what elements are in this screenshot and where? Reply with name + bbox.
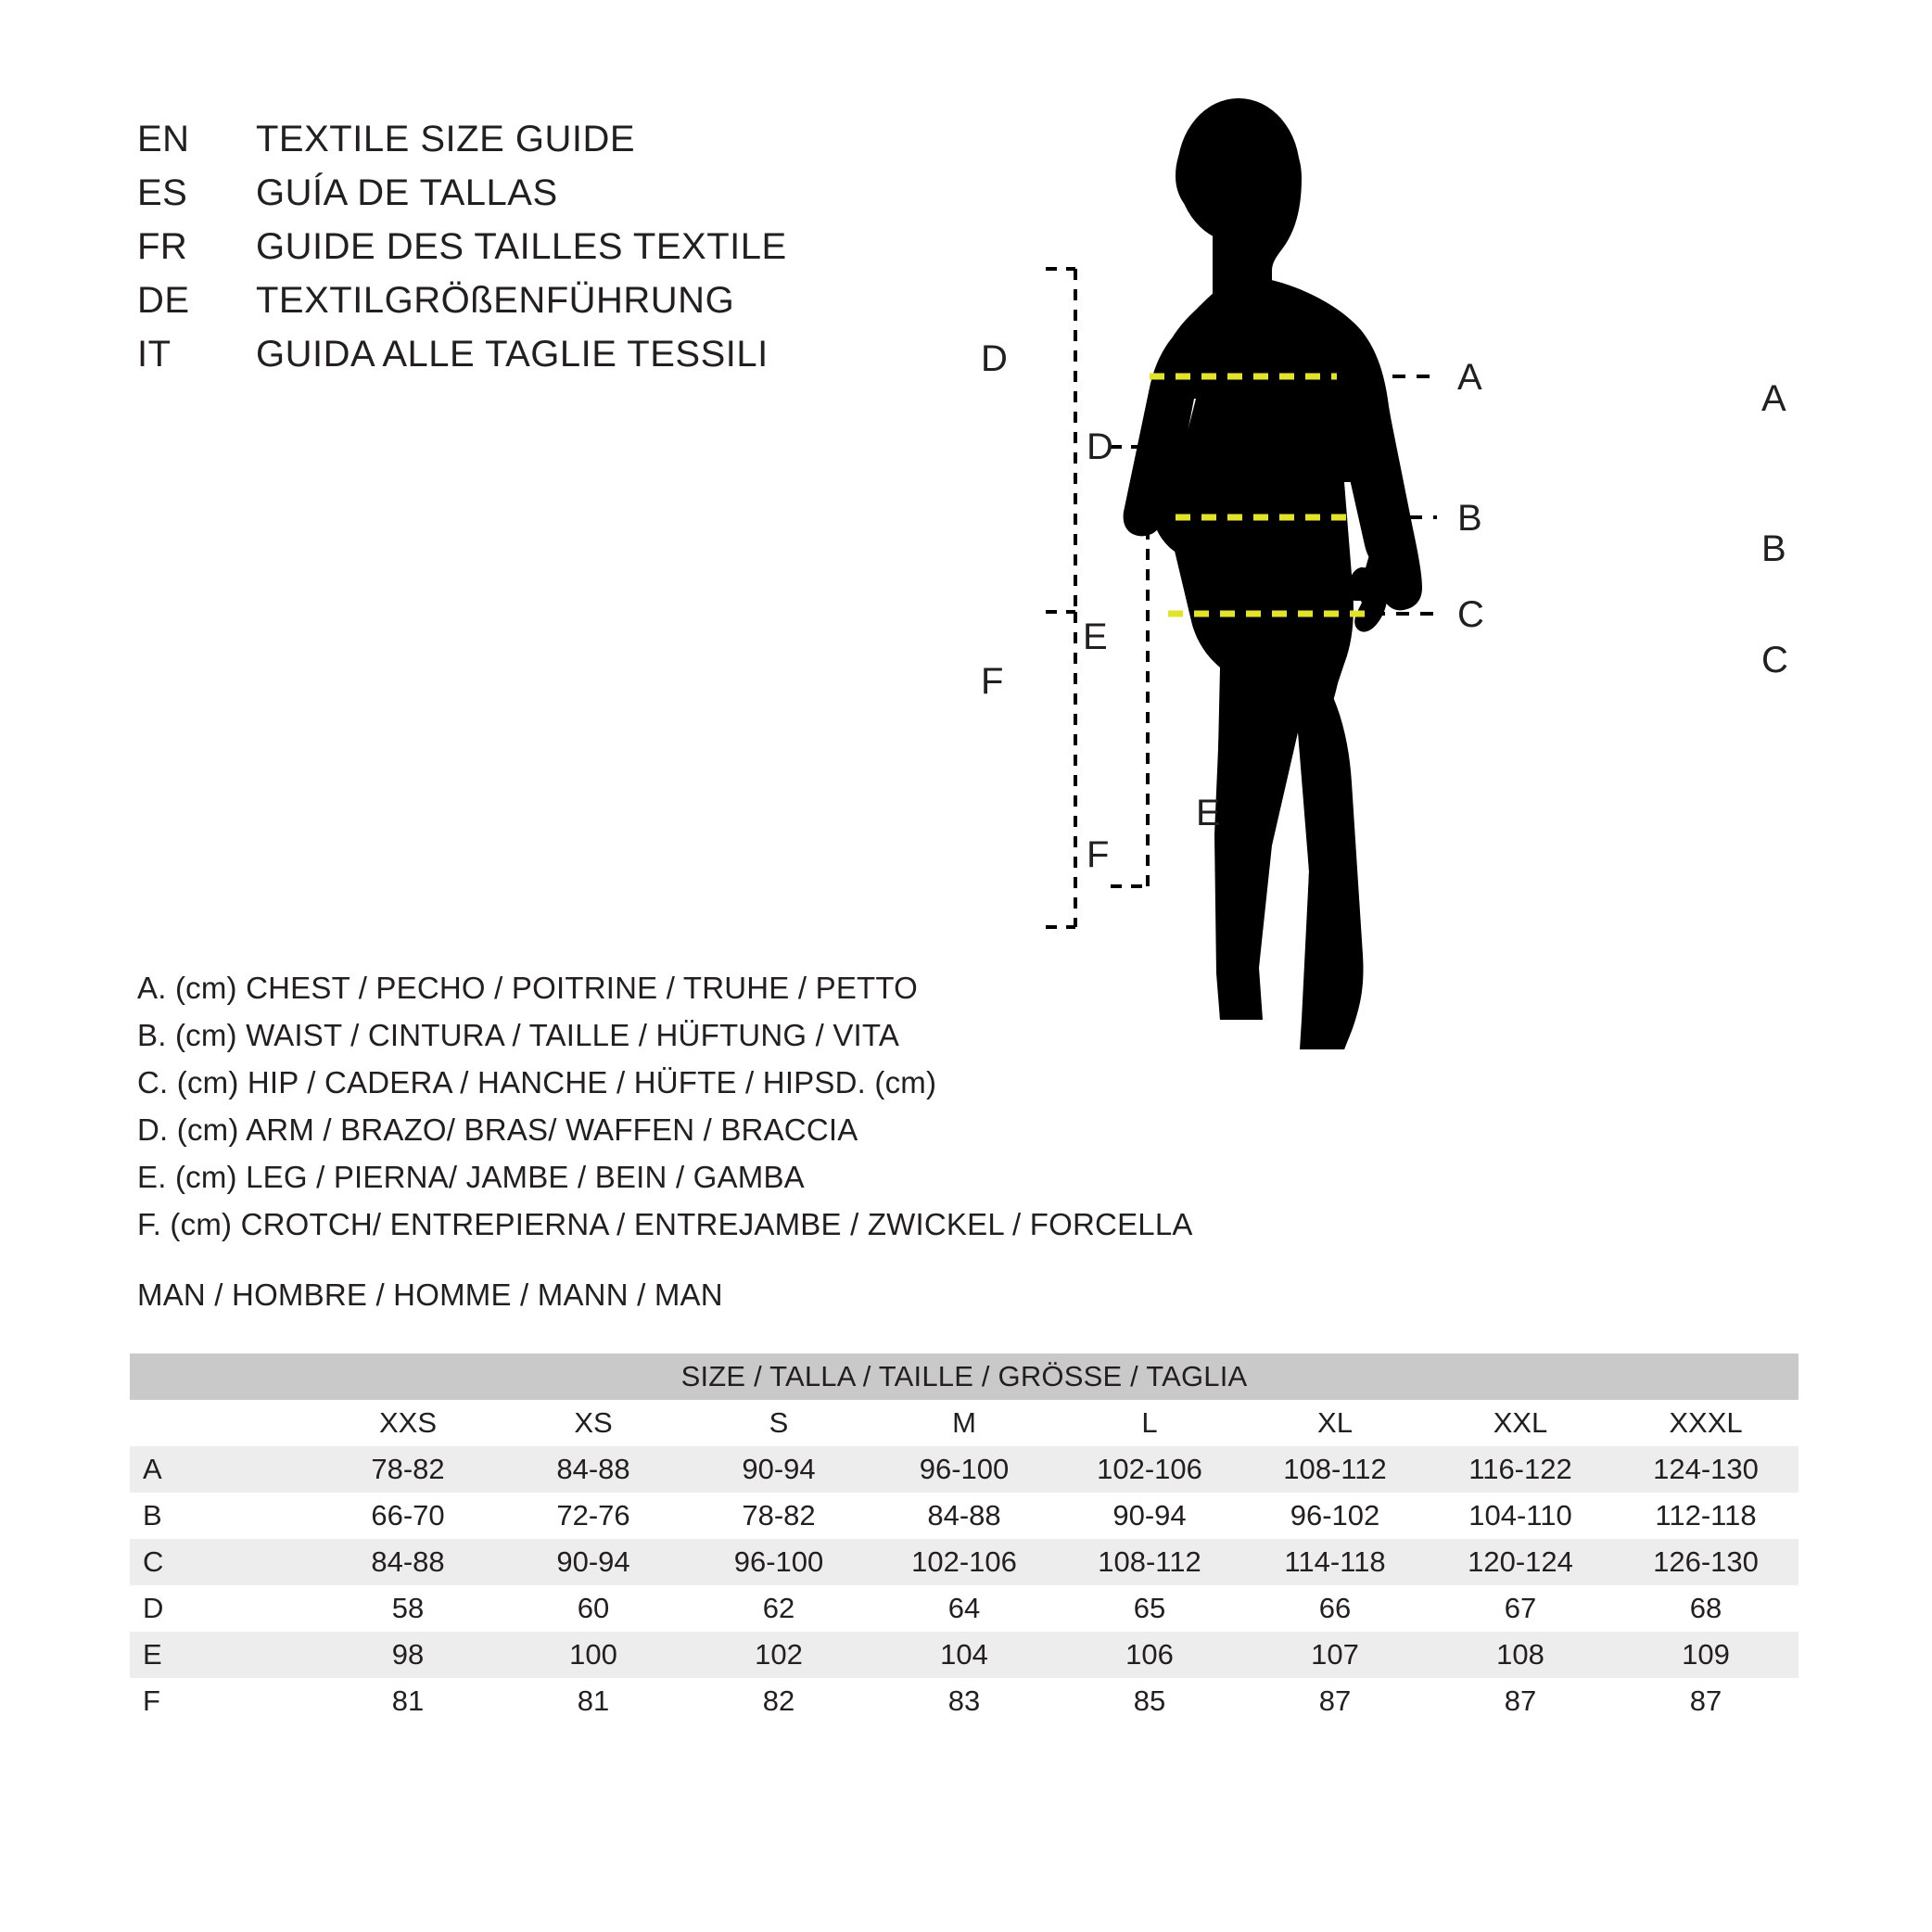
cell-c-xxxl: 126-130 xyxy=(1613,1539,1799,1585)
cell-e-xxl: 108 xyxy=(1428,1632,1613,1678)
callout-b: B xyxy=(1761,528,1786,569)
cell-a-xxl: 116-122 xyxy=(1428,1446,1613,1493)
title-text-de: TEXTILGRÖßENFÜHRUNG xyxy=(256,280,735,321)
table-header-row xyxy=(130,1400,1799,1446)
svg-text:E: E xyxy=(1083,616,1108,657)
cell-b-xl: 96-102 xyxy=(1242,1493,1428,1539)
cell-d-s: 62 xyxy=(686,1585,871,1632)
table-row xyxy=(130,1585,1799,1632)
cell-d-xxxl: 68 xyxy=(1613,1585,1799,1632)
cell-f-xs: 81 xyxy=(501,1678,686,1724)
row-label-f: F xyxy=(130,1678,315,1724)
cell-a-xxxl: 124-130 xyxy=(1613,1446,1799,1493)
cell-a-s: 90-94 xyxy=(686,1446,871,1493)
cell-e-l: 106 xyxy=(1057,1632,1242,1678)
cell-b-m: 84-88 xyxy=(871,1493,1057,1539)
cell-d-xl: 66 xyxy=(1242,1585,1428,1632)
dimension-f xyxy=(981,612,1075,927)
row-label-e: E xyxy=(130,1632,315,1678)
cell-e-m: 104 xyxy=(871,1632,1057,1678)
title-lang-fr: FR xyxy=(137,226,188,267)
cell-e-xxxl: 109 xyxy=(1613,1632,1799,1678)
cell-b-l: 90-94 xyxy=(1057,1493,1242,1539)
cell-d-m: 64 xyxy=(871,1585,1057,1632)
callout-label-c: C xyxy=(1457,594,1484,635)
header-corner xyxy=(130,1400,315,1446)
svg-text:D: D xyxy=(981,338,1008,379)
dimension-d xyxy=(981,269,1075,612)
cell-b-xxs: 66-70 xyxy=(315,1493,501,1539)
cell-e-xs: 100 xyxy=(501,1632,686,1678)
cell-f-xxl: 87 xyxy=(1428,1678,1613,1724)
table-row xyxy=(130,1539,1799,1585)
legend-row-a: A. (cm) CHEST / PECHO / POITRINE / TRUHE / PETTO xyxy=(137,971,919,1005)
cell-b-xxxl: 112-118 xyxy=(1613,1493,1799,1539)
cell-a-xxs: 78-82 xyxy=(315,1446,501,1493)
cell-f-m: 83 xyxy=(871,1678,1057,1724)
svg-text:F: F xyxy=(981,661,1004,702)
title-lang-en: EN xyxy=(137,119,190,159)
cell-e-xxs: 98 xyxy=(315,1632,501,1678)
header-size-l: L xyxy=(1057,1400,1242,1446)
title-lang-es: ES xyxy=(137,172,188,213)
row-label-c: C xyxy=(130,1539,315,1585)
row-label-b: B xyxy=(130,1493,315,1539)
row-label-a: A xyxy=(130,1446,315,1493)
size-table-wrapper xyxy=(130,1354,1799,1724)
male-silhouette-icon xyxy=(1124,98,1422,1049)
cell-d-xs: 60 xyxy=(501,1585,686,1632)
cell-c-xxl: 120-124 xyxy=(1428,1539,1613,1585)
legend-row-f: F. (cm) CROTCH/ ENTREPIERNA / ENTREJAMBE / ZWICKEL / FORCELLA xyxy=(137,1207,1193,1241)
title-lang-de: DE xyxy=(137,280,190,321)
title-row-fr xyxy=(137,226,972,280)
header-size-xxl: XXL xyxy=(1428,1400,1613,1446)
size-band-label: SIZE / TALLA / TAILLE / GRÖSSE / TAGLIA xyxy=(130,1354,1799,1400)
row-label-d: D xyxy=(130,1585,315,1632)
table-row xyxy=(130,1678,1799,1724)
cell-d-xxs: 58 xyxy=(315,1585,501,1632)
legend-row-c: C. (cm) HIP / CADERA / HANCHE / HÜFTE / HIPSD. (cm) xyxy=(137,1065,937,1099)
header-size-xxxl: XXXL xyxy=(1613,1400,1799,1446)
table-row xyxy=(130,1446,1799,1493)
cell-a-l: 102-106 xyxy=(1057,1446,1242,1493)
title-lang-it: IT xyxy=(137,334,172,375)
cell-a-m: 96-100 xyxy=(871,1446,1057,1493)
cell-f-xl: 87 xyxy=(1242,1678,1428,1724)
title-text-en: TEXTILE SIZE GUIDE xyxy=(256,119,636,159)
callout-c: C xyxy=(1761,640,1788,680)
legend-row-b: B. (cm) WAIST / CINTURA / TAILLE / HÜFTUNG / VITA xyxy=(137,1018,900,1052)
dimension-label-e: E xyxy=(1196,793,1221,833)
cell-b-xxl: 104-110 xyxy=(1428,1493,1613,1539)
cell-b-s: 78-82 xyxy=(686,1493,871,1539)
title-row-en xyxy=(137,119,972,172)
cell-a-xl: 108-112 xyxy=(1242,1446,1428,1493)
title-text-it: GUIDA ALLE TAGLIE TESSILI xyxy=(256,334,769,375)
cell-f-xxs: 81 xyxy=(315,1678,501,1724)
callout-label-b: B xyxy=(1457,498,1482,539)
gender-label: MAN / HOMBRE / HOMME / MANN / MAN xyxy=(137,1277,723,1312)
title-block xyxy=(137,119,972,388)
legend-block xyxy=(137,964,1193,1248)
cell-c-xxs: 84-88 xyxy=(315,1539,501,1585)
dimension-label-f: F xyxy=(1087,834,1110,875)
header-size-xxs: XXS xyxy=(315,1400,501,1446)
cell-b-xs: 72-76 xyxy=(501,1493,686,1539)
table-row xyxy=(130,1493,1799,1539)
table-band-row xyxy=(130,1354,1799,1400)
header-size-m: M xyxy=(871,1400,1057,1446)
table-row xyxy=(130,1632,1799,1678)
cell-f-s: 82 xyxy=(686,1678,871,1724)
cell-e-xl: 107 xyxy=(1242,1632,1428,1678)
callout-a: A xyxy=(1761,378,1786,419)
cell-e-s: 102 xyxy=(686,1632,871,1678)
cell-f-xxxl: 87 xyxy=(1613,1678,1799,1724)
size-table xyxy=(130,1354,1799,1724)
dimension-label-d: D xyxy=(1087,426,1113,467)
header-size-s: S xyxy=(686,1400,871,1446)
cell-c-xl: 114-118 xyxy=(1242,1539,1428,1585)
cell-c-s: 96-100 xyxy=(686,1539,871,1585)
legend-row-d: D. (cm) ARM / BRAZO/ BRAS/ WAFFEN / BRACCIA xyxy=(137,1112,858,1147)
title-row-es xyxy=(137,172,972,226)
cell-f-l: 85 xyxy=(1057,1678,1242,1724)
title-row-de xyxy=(137,280,972,334)
header-size-xs: XS xyxy=(501,1400,686,1446)
header-size-xl: XL xyxy=(1242,1400,1428,1446)
title-text-es: GUÍA DE TALLAS xyxy=(256,172,558,213)
cell-d-l: 65 xyxy=(1057,1585,1242,1632)
cell-d-xxl: 67 xyxy=(1428,1585,1613,1632)
cell-c-m: 102-106 xyxy=(871,1539,1057,1585)
cell-a-xs: 84-88 xyxy=(501,1446,686,1493)
title-row-it xyxy=(137,334,972,388)
callout-label-a: A xyxy=(1457,357,1482,398)
title-text-fr: GUIDE DES TAILLES TEXTILE xyxy=(256,226,787,267)
cell-c-xs: 90-94 xyxy=(501,1539,686,1585)
cell-c-l: 108-112 xyxy=(1057,1539,1242,1585)
legend-row-e: E. (cm) LEG / PIERNA/ JAMBE / BEIN / GAMBA xyxy=(137,1160,805,1194)
